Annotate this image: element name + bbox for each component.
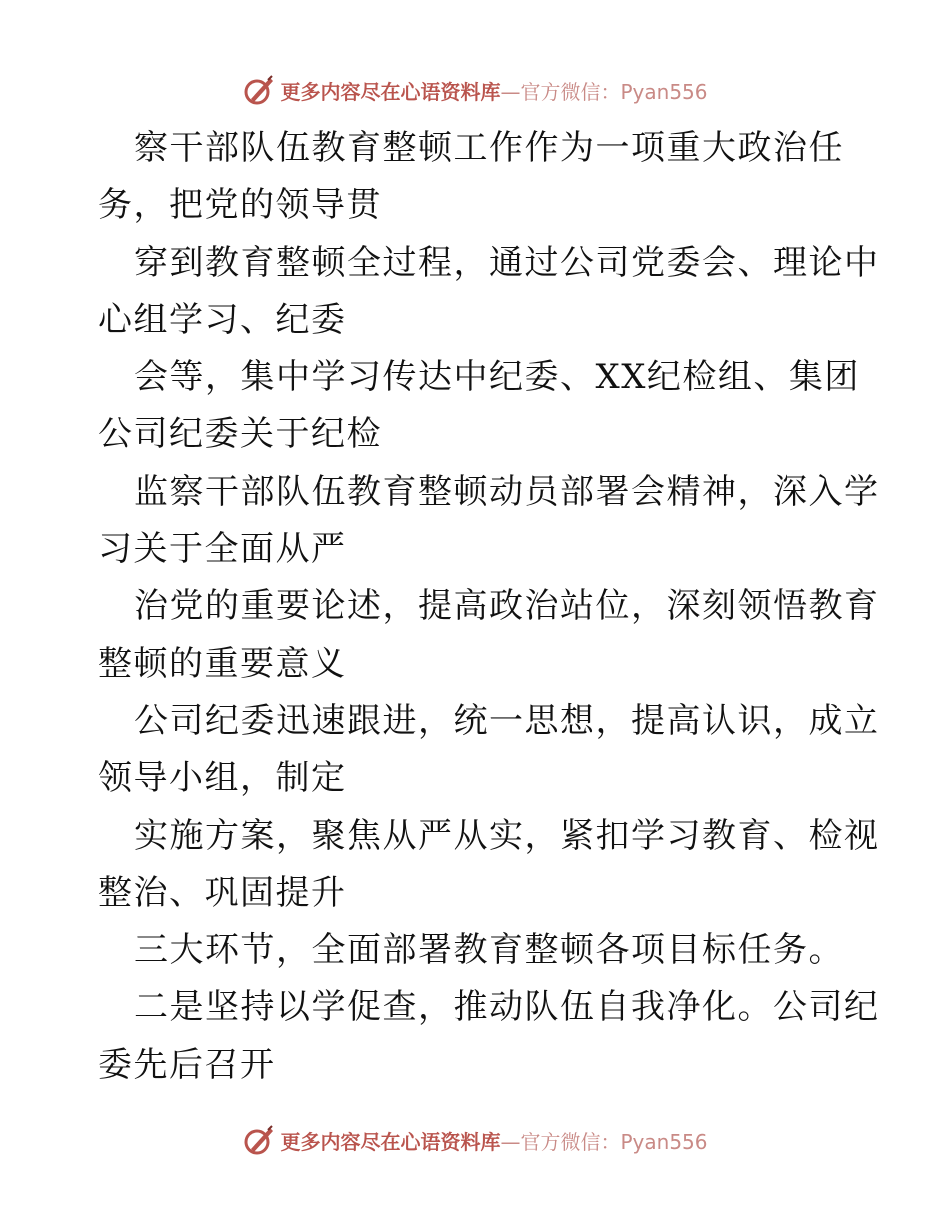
body-line: 公司纪委关于纪检 <box>98 414 382 455</box>
body-line: 二是坚持以学促查，推动队伍自我净化。公司纪 <box>134 987 880 1028</box>
watermark-contact-id: Pyan556 <box>620 1129 708 1154</box>
body-line: 实施方案，聚焦从严从实，紧扣学习教育、检视 <box>134 815 880 856</box>
watermark-text <box>280 1126 707 1155</box>
quill-pen-logo-icon <box>242 73 276 107</box>
watermark-text <box>280 76 707 105</box>
watermark-site-name: 更多内容尽在心语资料库 <box>280 1129 501 1154</box>
body-line: 务，把党的领导贯 <box>98 185 382 226</box>
body-line: 三大环节，全面部署教育整顿各项目标任务。 <box>134 930 844 971</box>
quill-pen-logo-icon <box>242 1123 276 1157</box>
body-line: 领导小组，制定 <box>98 758 347 799</box>
body-line: 察干部队伍教育整顿工作作为一项重大政治任 <box>134 128 844 168</box>
body-line: 穿到教育整顿全过程，通过公司党委会、理论中 <box>134 242 880 283</box>
body-line: 监察干部队伍教育整顿动员部署会精神，深入学 <box>134 471 880 512</box>
watermark-separator: — <box>500 79 521 104</box>
body-line: 委先后召开 <box>98 1044 276 1085</box>
watermark-contact-label: 官方微信： <box>520 1129 621 1154</box>
watermark-contact-label: 官方微信： <box>520 79 621 104</box>
document-body <box>98 120 880 1094</box>
body-line: 心组学习、纪委 <box>98 299 347 340</box>
body-line: 公司纪委迅速跟进，统一思想，提高认识，成立 <box>134 700 880 741</box>
body-line: 整顿的重要意义 <box>98 643 347 684</box>
body-line: 治党的重要论述，提高政治站位，深刻领悟教育 <box>134 586 880 627</box>
footer-watermark-banner <box>0 1120 950 1160</box>
body-line: 会等，集中学习传达中纪委、XX纪检组、集团 <box>134 357 860 398</box>
watermark-contact-id: Pyan556 <box>620 79 708 104</box>
body-line: 习关于全面从严 <box>98 529 347 570</box>
watermark-site-name: 更多内容尽在心语资料库 <box>280 79 501 104</box>
watermark-separator: — <box>500 1129 521 1154</box>
header-watermark-banner <box>0 70 950 110</box>
body-line: 整治、巩固提升 <box>98 872 347 913</box>
